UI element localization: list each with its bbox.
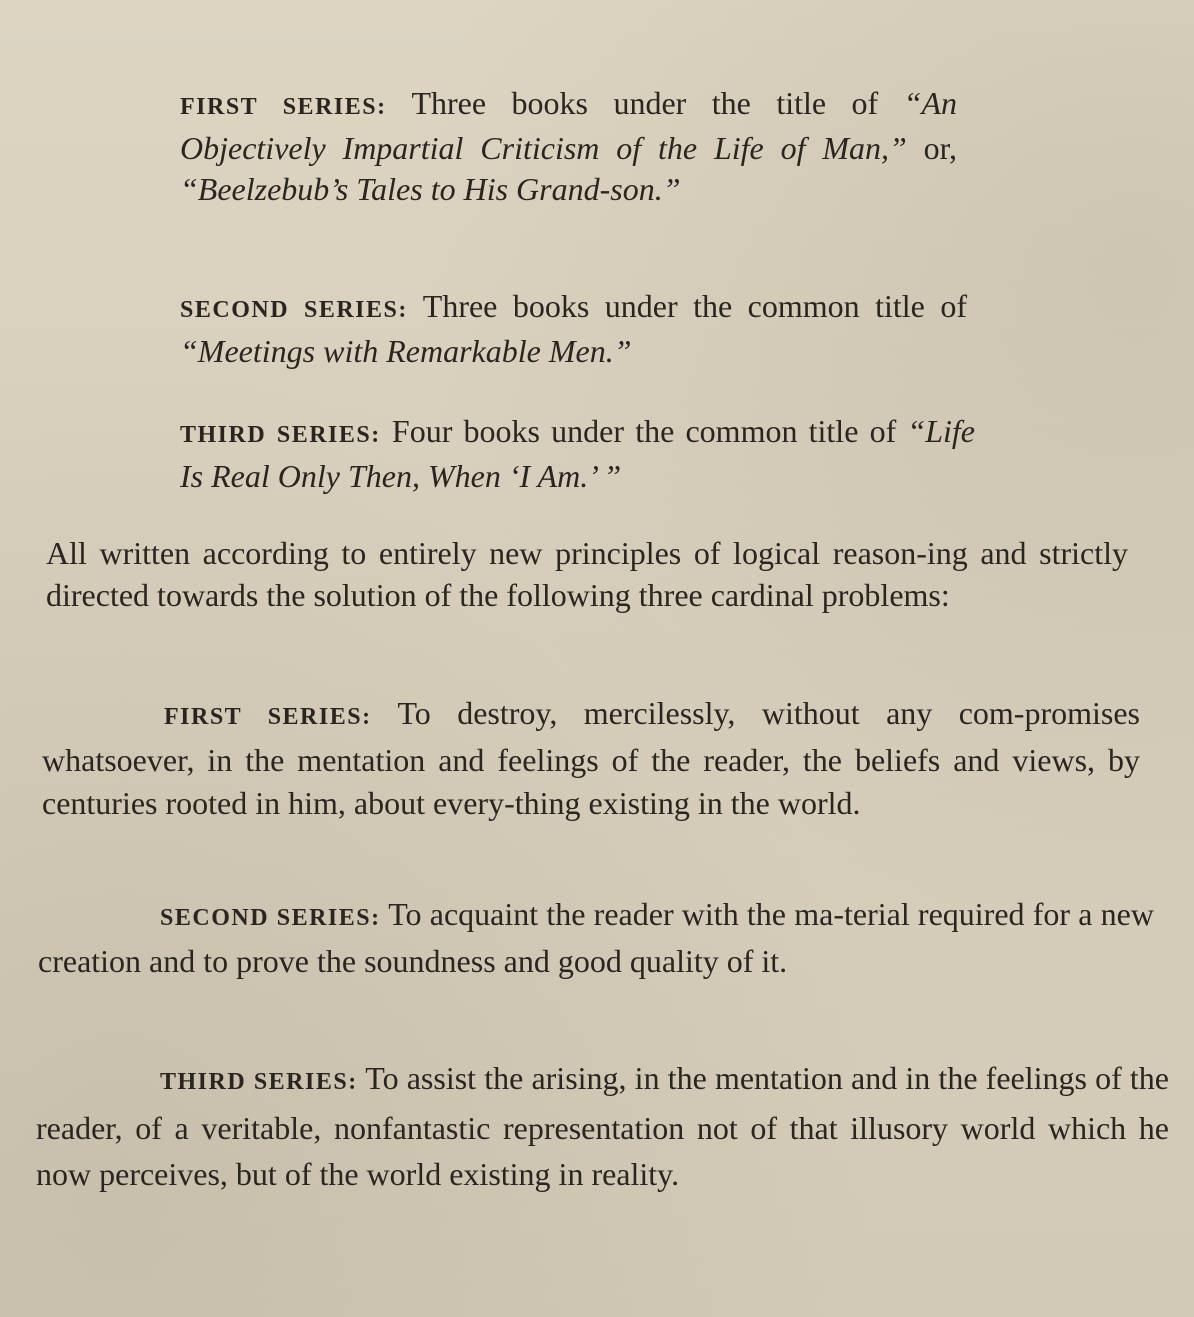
second-series-books-entry [180, 286, 967, 372]
series-label: SECOND SERIES: [160, 905, 381, 931]
problem-text: To assist the arising, in the mentation and in the feelings of the reader, of a veritable, nonfantastic representation not of that illusory world which he now perceives, but of the world existing in reality. [36, 1060, 1169, 1192]
book-title: “Meetings with Remarkable Men.” [180, 333, 632, 369]
entry-text: or, [906, 130, 958, 166]
book-title: “An Objectively Impartial Criticism of the Life of Man,” [180, 85, 957, 166]
book-title: “Life Is Real Only Then, When ‘I Am.’ ” [180, 413, 975, 494]
first-series-books-entry [180, 83, 957, 210]
third-series-books-entry [180, 411, 975, 497]
series-label: THIRD SERIES: [160, 1069, 358, 1095]
problem-text: To acquaint the reader with the ma-terial required for a new creation and to prove the soundness and good quality of it. [38, 896, 1154, 979]
book-title: “Beelzebub’s Tales to His Grand-son.” [180, 171, 681, 207]
entry-text: Four books under the common title of [380, 413, 908, 449]
intro-paragraph: All written according to entirely new principles of logical reason-ing and strictly directed towards the solution of the following three cardinal problems: [46, 535, 1128, 613]
series-label: FIRST SERIES: [164, 704, 372, 730]
entry-text: Three books under the common title of [407, 288, 967, 324]
entry-text: Three books under the title of [386, 85, 904, 121]
first-series-problem [42, 692, 1140, 825]
series-label: THIRD SERIES: [180, 422, 381, 448]
series-label: SECOND SERIES: [180, 297, 408, 323]
series-label: FIRST SERIES: [180, 94, 387, 120]
third-series-problem [36, 1055, 1169, 1197]
problem-text: To destroy, mercilessly, without any com-promises whatsoever, in the mentation and feelings of the reader, the beliefs and views, by centuries rooted in him, about every-thing existing in the world. [42, 695, 1140, 821]
second-series-problem [38, 893, 1154, 983]
